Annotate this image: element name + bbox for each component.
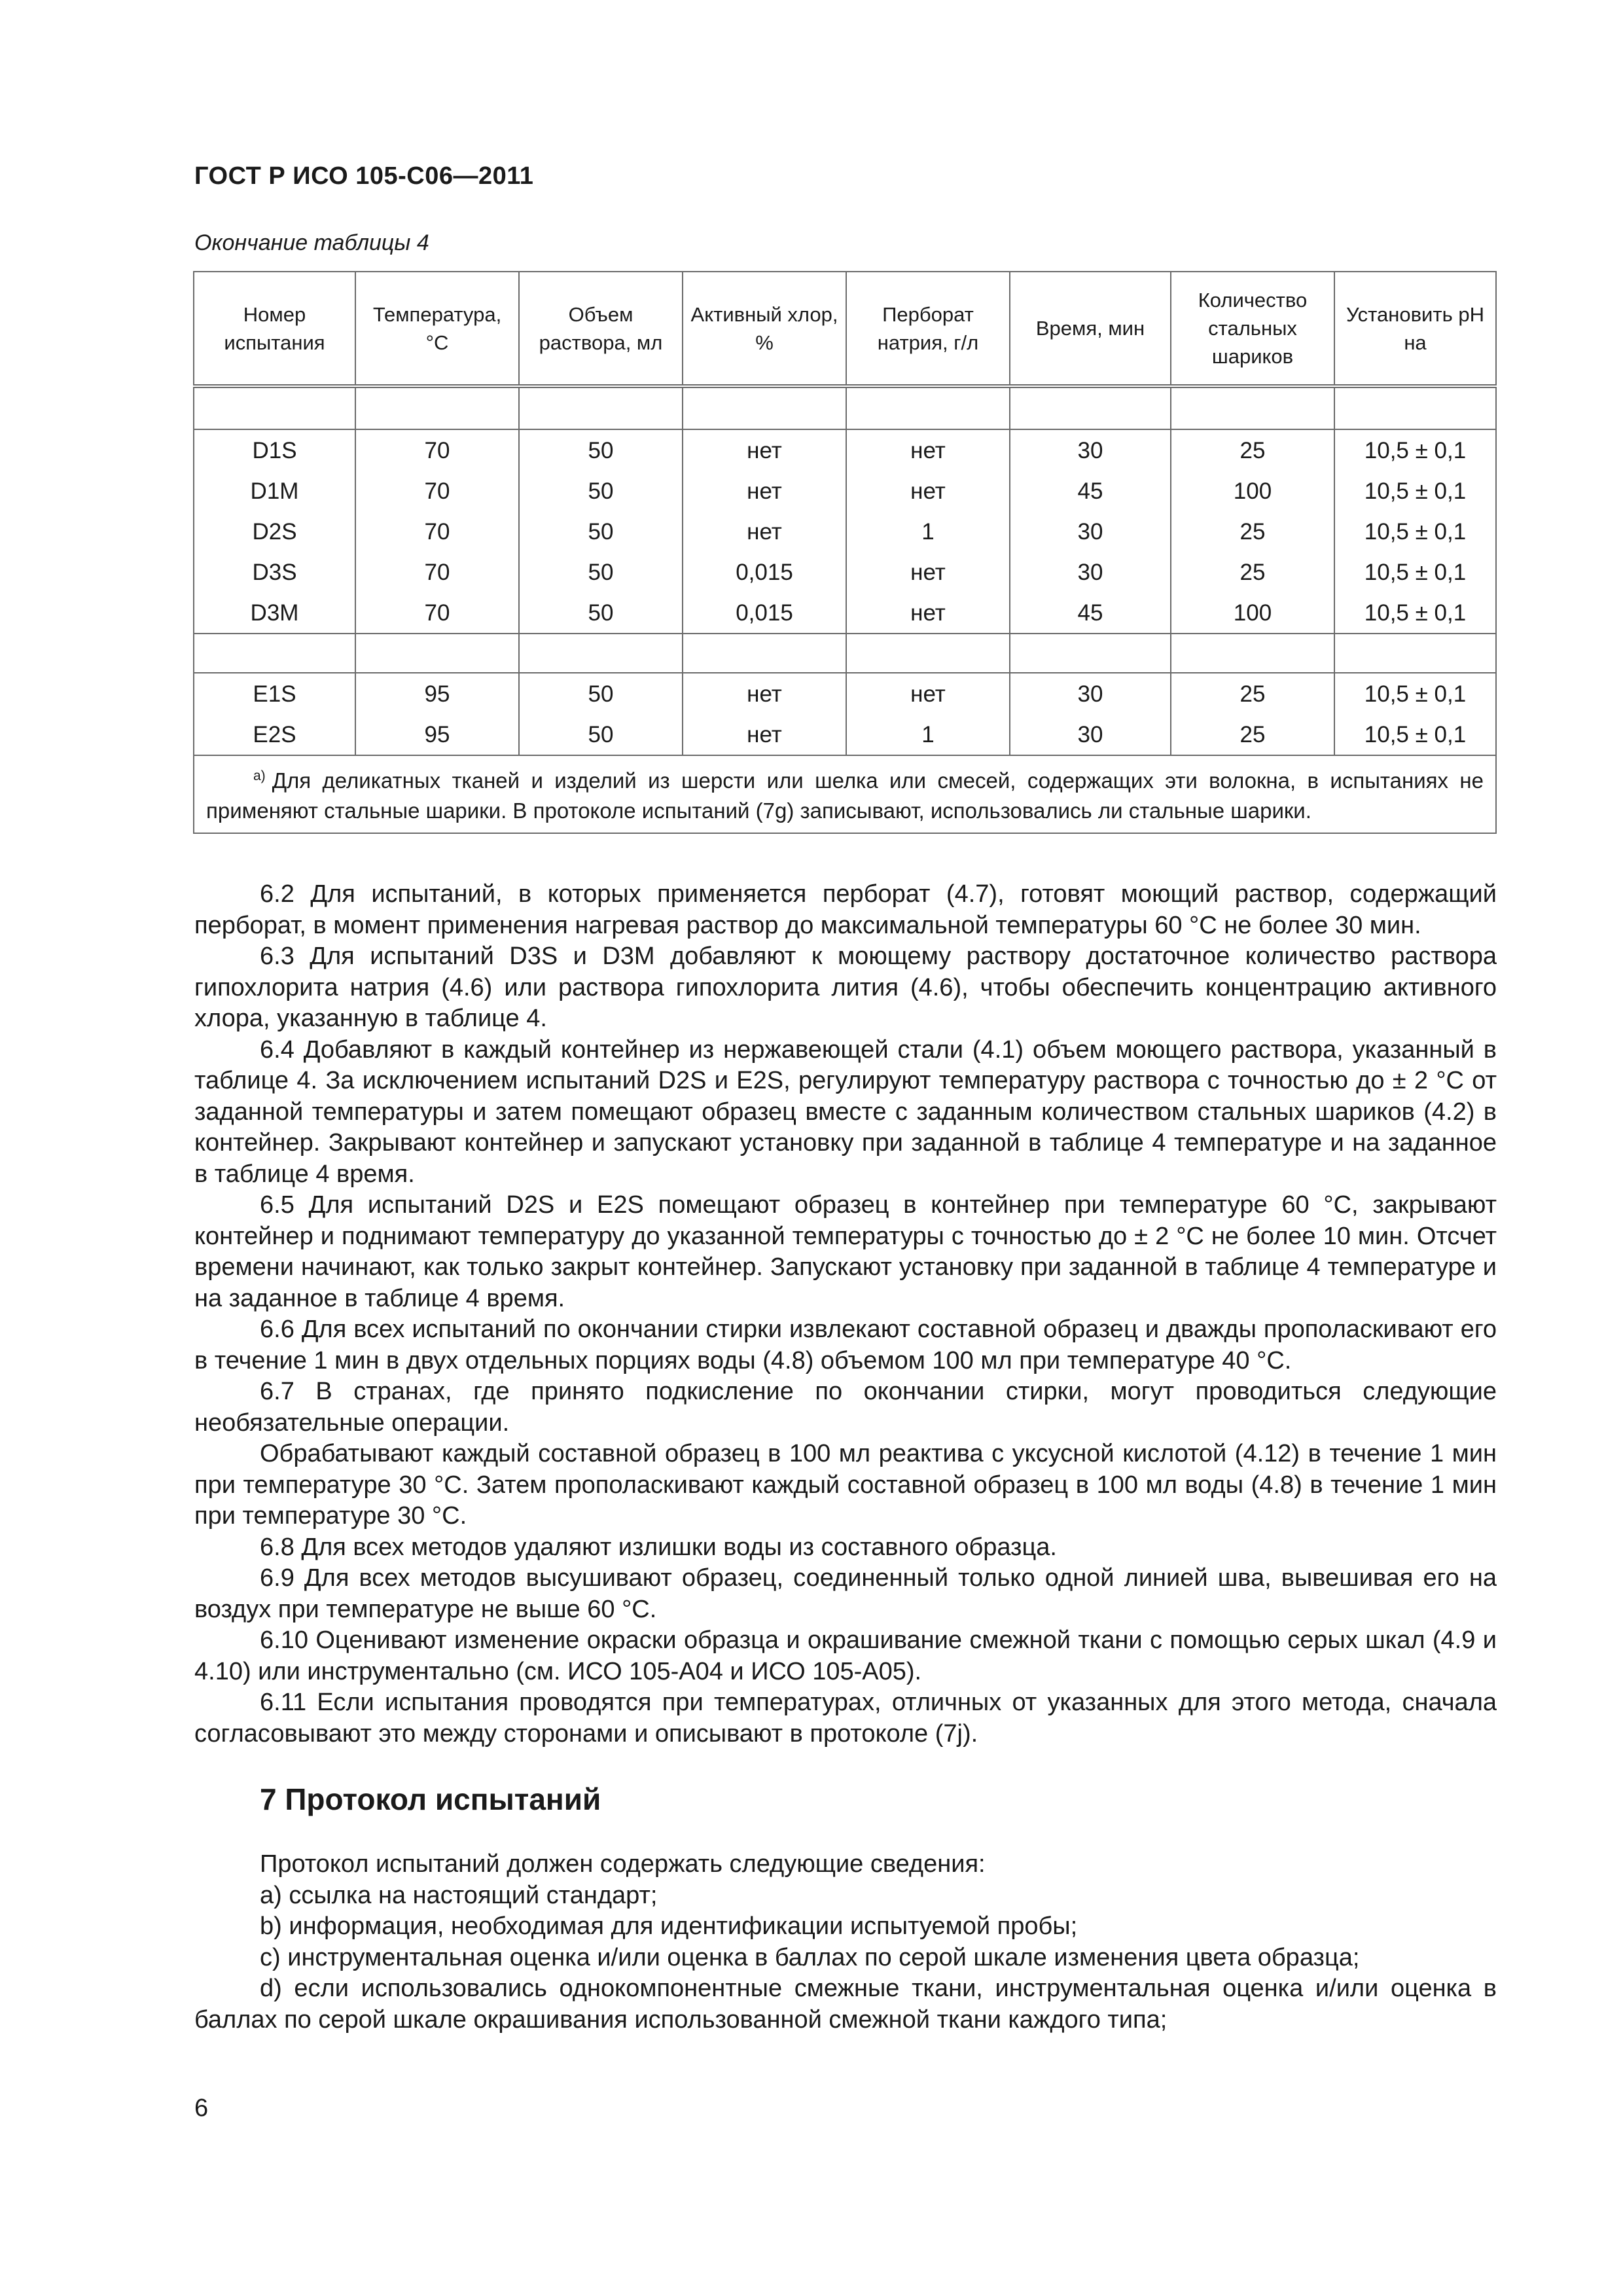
table-cell: 1	[846, 511, 1010, 552]
col-header-active-chlorine: Активный хлор, %	[683, 272, 846, 386]
list-item-b: b) информация, необходимая для идентификации испытуемой пробы;	[260, 1912, 1078, 1940]
col-header-ph: Установить pH на	[1334, 272, 1496, 386]
table-cell: 25	[1171, 673, 1334, 714]
table-cell: нет	[683, 714, 846, 755]
table-cell: 30	[1010, 511, 1171, 552]
col-header-test-number: Номер испытания	[194, 272, 355, 386]
table-cell: 100	[1171, 471, 1334, 511]
col-header-steel-balls: Количество стальных шариков	[1171, 272, 1334, 386]
table-cell: D3M	[194, 592, 355, 634]
paragraph-6-7: 6.7 В странах, где принято подкисление по окончании стирки, могут проводиться следующие необязательные операции.	[194, 1378, 1497, 1437]
footnote-marker: а)	[253, 768, 266, 783]
list-item-d: d) если использовались однокомпонентные смежные ткани, инструментальная оценка и/или оценка в баллах по серой шкале окрашивания использованной смежной ткани каждого типа;	[194, 1975, 1497, 2034]
table-cell: 50	[519, 714, 683, 755]
paragraph-6-3: 6.3 Для испытаний D3S и D3M добавляют к моющему раствору достаточное количество раствора гипохлорита натрия (4.6) или раствора гипохлорита лития (4.6), чтобы обеспечить концентрацию активного хлора, указанную в таблице 4.	[194, 942, 1497, 1032]
table-cell: D1M	[194, 471, 355, 511]
table-row	[194, 552, 1496, 592]
paragraph-6-7-continuation: Обрабатывают каждый составной образец в 100 мл реактива с уксусной кислотой (4.12) в течение 1 мин при температуре 30 °С. Затем прополаскивают каждый составной образец в 100 мл воды (4.8) в течение 1 мин при температуре 30 °С.	[194, 1440, 1497, 1530]
table-cell: 25	[1171, 429, 1334, 471]
table-cell: 50	[519, 511, 683, 552]
paragraph-6-4: 6.4 Добавляют в каждый контейнер из нержавеющей стали (4.1) объем моющего раствора, указанный в таблице 4. За исключением испытаний D2S и E2S, регулируют температуру раствора с точностью до ± 2 °С от заданной температуры и затем помещают образец вместе с заданным количеством стальных шариков (4.2) в контейнер. Закрывают контейнер и запускают установку при заданной в таблице 4 температуре и на заданное в таблице 4 время.	[194, 1035, 1497, 1188]
table-row	[194, 429, 1496, 471]
table-cell: 1	[846, 714, 1010, 755]
paragraph-6-10: 6.10 Оценивают изменение окраски образца и окрашивание смежной ткани с помощью серых шкал (4.9 и 4.10) или инструментально (см. ИСО 105-А04 и ИСО 105-А05).	[194, 1626, 1497, 1685]
table-cell: нет	[683, 429, 846, 471]
table-row	[194, 471, 1496, 511]
table-cell: 30	[1010, 429, 1171, 471]
section-7-title: 7 Протокол испытаний	[260, 1782, 601, 1816]
table-cell: 25	[1171, 511, 1334, 552]
table-row	[194, 714, 1496, 755]
table-cell: нет	[846, 552, 1010, 592]
table-cell: E1S	[194, 673, 355, 714]
table-cell: 70	[355, 471, 519, 511]
page-number: 6	[194, 2094, 209, 2122]
table-row	[194, 592, 1496, 634]
paragraph-6-8: 6.8 Для всех методов удаляют излишки воды из составного образца.	[260, 1533, 1057, 1561]
table-cell: 25	[1171, 552, 1334, 592]
table-footnote-row	[194, 755, 1496, 833]
table-cell: 10,5 ± 0,1	[1334, 714, 1496, 755]
table-4	[193, 271, 1497, 834]
table-cell: 70	[355, 511, 519, 552]
table-row	[194, 511, 1496, 552]
table-4-container	[193, 271, 1495, 834]
table-cell: 10,5 ± 0,1	[1334, 673, 1496, 714]
table-cell: 50	[519, 673, 683, 714]
table-caption: Окончание таблицы 4	[194, 230, 429, 255]
table-cell: 95	[355, 714, 519, 755]
table-footnote	[194, 755, 1496, 833]
table-cell: нет	[683, 511, 846, 552]
table-cell: 45	[1010, 592, 1171, 634]
table-cell: нет	[846, 592, 1010, 634]
table-cell: 70	[355, 429, 519, 471]
table-spacer-row	[194, 386, 1496, 429]
paragraph-6-5: 6.5 Для испытаний D2S и E2S помещают образец в контейнер при температуре 60 °С, закрывают контейнер и поднимают температуру до указанной температуры с точностью до ± 2 °С не более 10 мин. Отсчет времени начинают, как только закрыт контейнер. Запускают установку при заданной в таблице 4 температуре и на заданное в таблице 4 время.	[194, 1191, 1497, 1312]
table-cell: 50	[519, 552, 683, 592]
table-spacer-row	[194, 634, 1496, 673]
table-cell: 10,5 ± 0,1	[1334, 592, 1496, 634]
document-header: ГОСТ Р ИСО 105-С06—2011	[194, 162, 534, 190]
table-cell: 0,015	[683, 592, 846, 634]
col-header-time: Время, мин	[1010, 272, 1171, 386]
table-cell: D3S	[194, 552, 355, 592]
table-cell: 30	[1010, 714, 1171, 755]
table-cell: 0,015	[683, 552, 846, 592]
table-cell: 10,5 ± 0,1	[1334, 511, 1496, 552]
table-cell: 45	[1010, 471, 1171, 511]
table-cell: 25	[1171, 714, 1334, 755]
footnote-text: Для деликатных тканей и изделий из шерсти или шелка или смесей, содержащих эти волокна, в испытаниях не применяют стальные шарики. В протоколе испытаний (7g) записывают, использовались ли стальные шарики.	[206, 768, 1484, 823]
table-cell: 50	[519, 471, 683, 511]
table-cell: 50	[519, 429, 683, 471]
table-header-row	[194, 272, 1496, 386]
paragraph-6-11: 6.11 Если испытания проводятся при температурах, отличных от указанных для этого метода, сначала согласовывают это между сторонами и описывают в протоколе (7j).	[194, 1689, 1497, 1748]
table-cell: нет	[683, 673, 846, 714]
table-row	[194, 673, 1496, 714]
table-cell: 95	[355, 673, 519, 714]
table-cell: 10,5 ± 0,1	[1334, 552, 1496, 592]
table-cell: 70	[355, 592, 519, 634]
section-7-intro: Протокол испытаний должен содержать следующие сведения:	[260, 1850, 986, 1878]
table-cell: 10,5 ± 0,1	[1334, 429, 1496, 471]
paragraph-6-2: 6.2 Для испытаний, в которых применяется перборат (4.7), готовят моющий раствор, содержащий перборат, в момент применения нагревая раствор до максимальной температуры 60 °С не более 30 мин.	[194, 880, 1497, 939]
table-cell: 30	[1010, 673, 1171, 714]
table-cell: D2S	[194, 511, 355, 552]
table-cell: E2S	[194, 714, 355, 755]
table-cell: нет	[846, 673, 1010, 714]
list-item-a: a) ссылка на настоящий стандарт;	[260, 1881, 658, 1909]
col-header-sodium-perborate: Перборат натрия, г/л	[846, 272, 1010, 386]
col-header-temperature: Температура, °С	[355, 272, 519, 386]
table-cell: 10,5 ± 0,1	[1334, 471, 1496, 511]
body-text	[194, 879, 1497, 2036]
table-cell: 100	[1171, 592, 1334, 634]
paragraph-6-9: 6.9 Для всех методов высушивают образец, соединенный только одной линией шва, вывешивая его на воздух при температуре не выше 60 °С.	[194, 1564, 1497, 1623]
col-header-solution-volume: Объем раствора, мл	[519, 272, 683, 386]
table-cell: D1S	[194, 429, 355, 471]
paragraph-6-6: 6.6 Для всех испытаний по окончании стирки извлекают составной образец и дважды прополаскивают его в течение 1 мин в двух отдельных порциях воды (4.8) объемом 100 мл при температуре 40 °С.	[194, 1316, 1497, 1374]
table-cell: нет	[846, 429, 1010, 471]
table-cell: 50	[519, 592, 683, 634]
table-cell: нет	[846, 471, 1010, 511]
table-cell: нет	[683, 471, 846, 511]
table-cell: 30	[1010, 552, 1171, 592]
table-cell: 70	[355, 552, 519, 592]
list-item-c: c) инструментальная оценка и/или оценка в баллах по серой шкале изменения цвета образца;	[260, 1943, 1360, 1971]
